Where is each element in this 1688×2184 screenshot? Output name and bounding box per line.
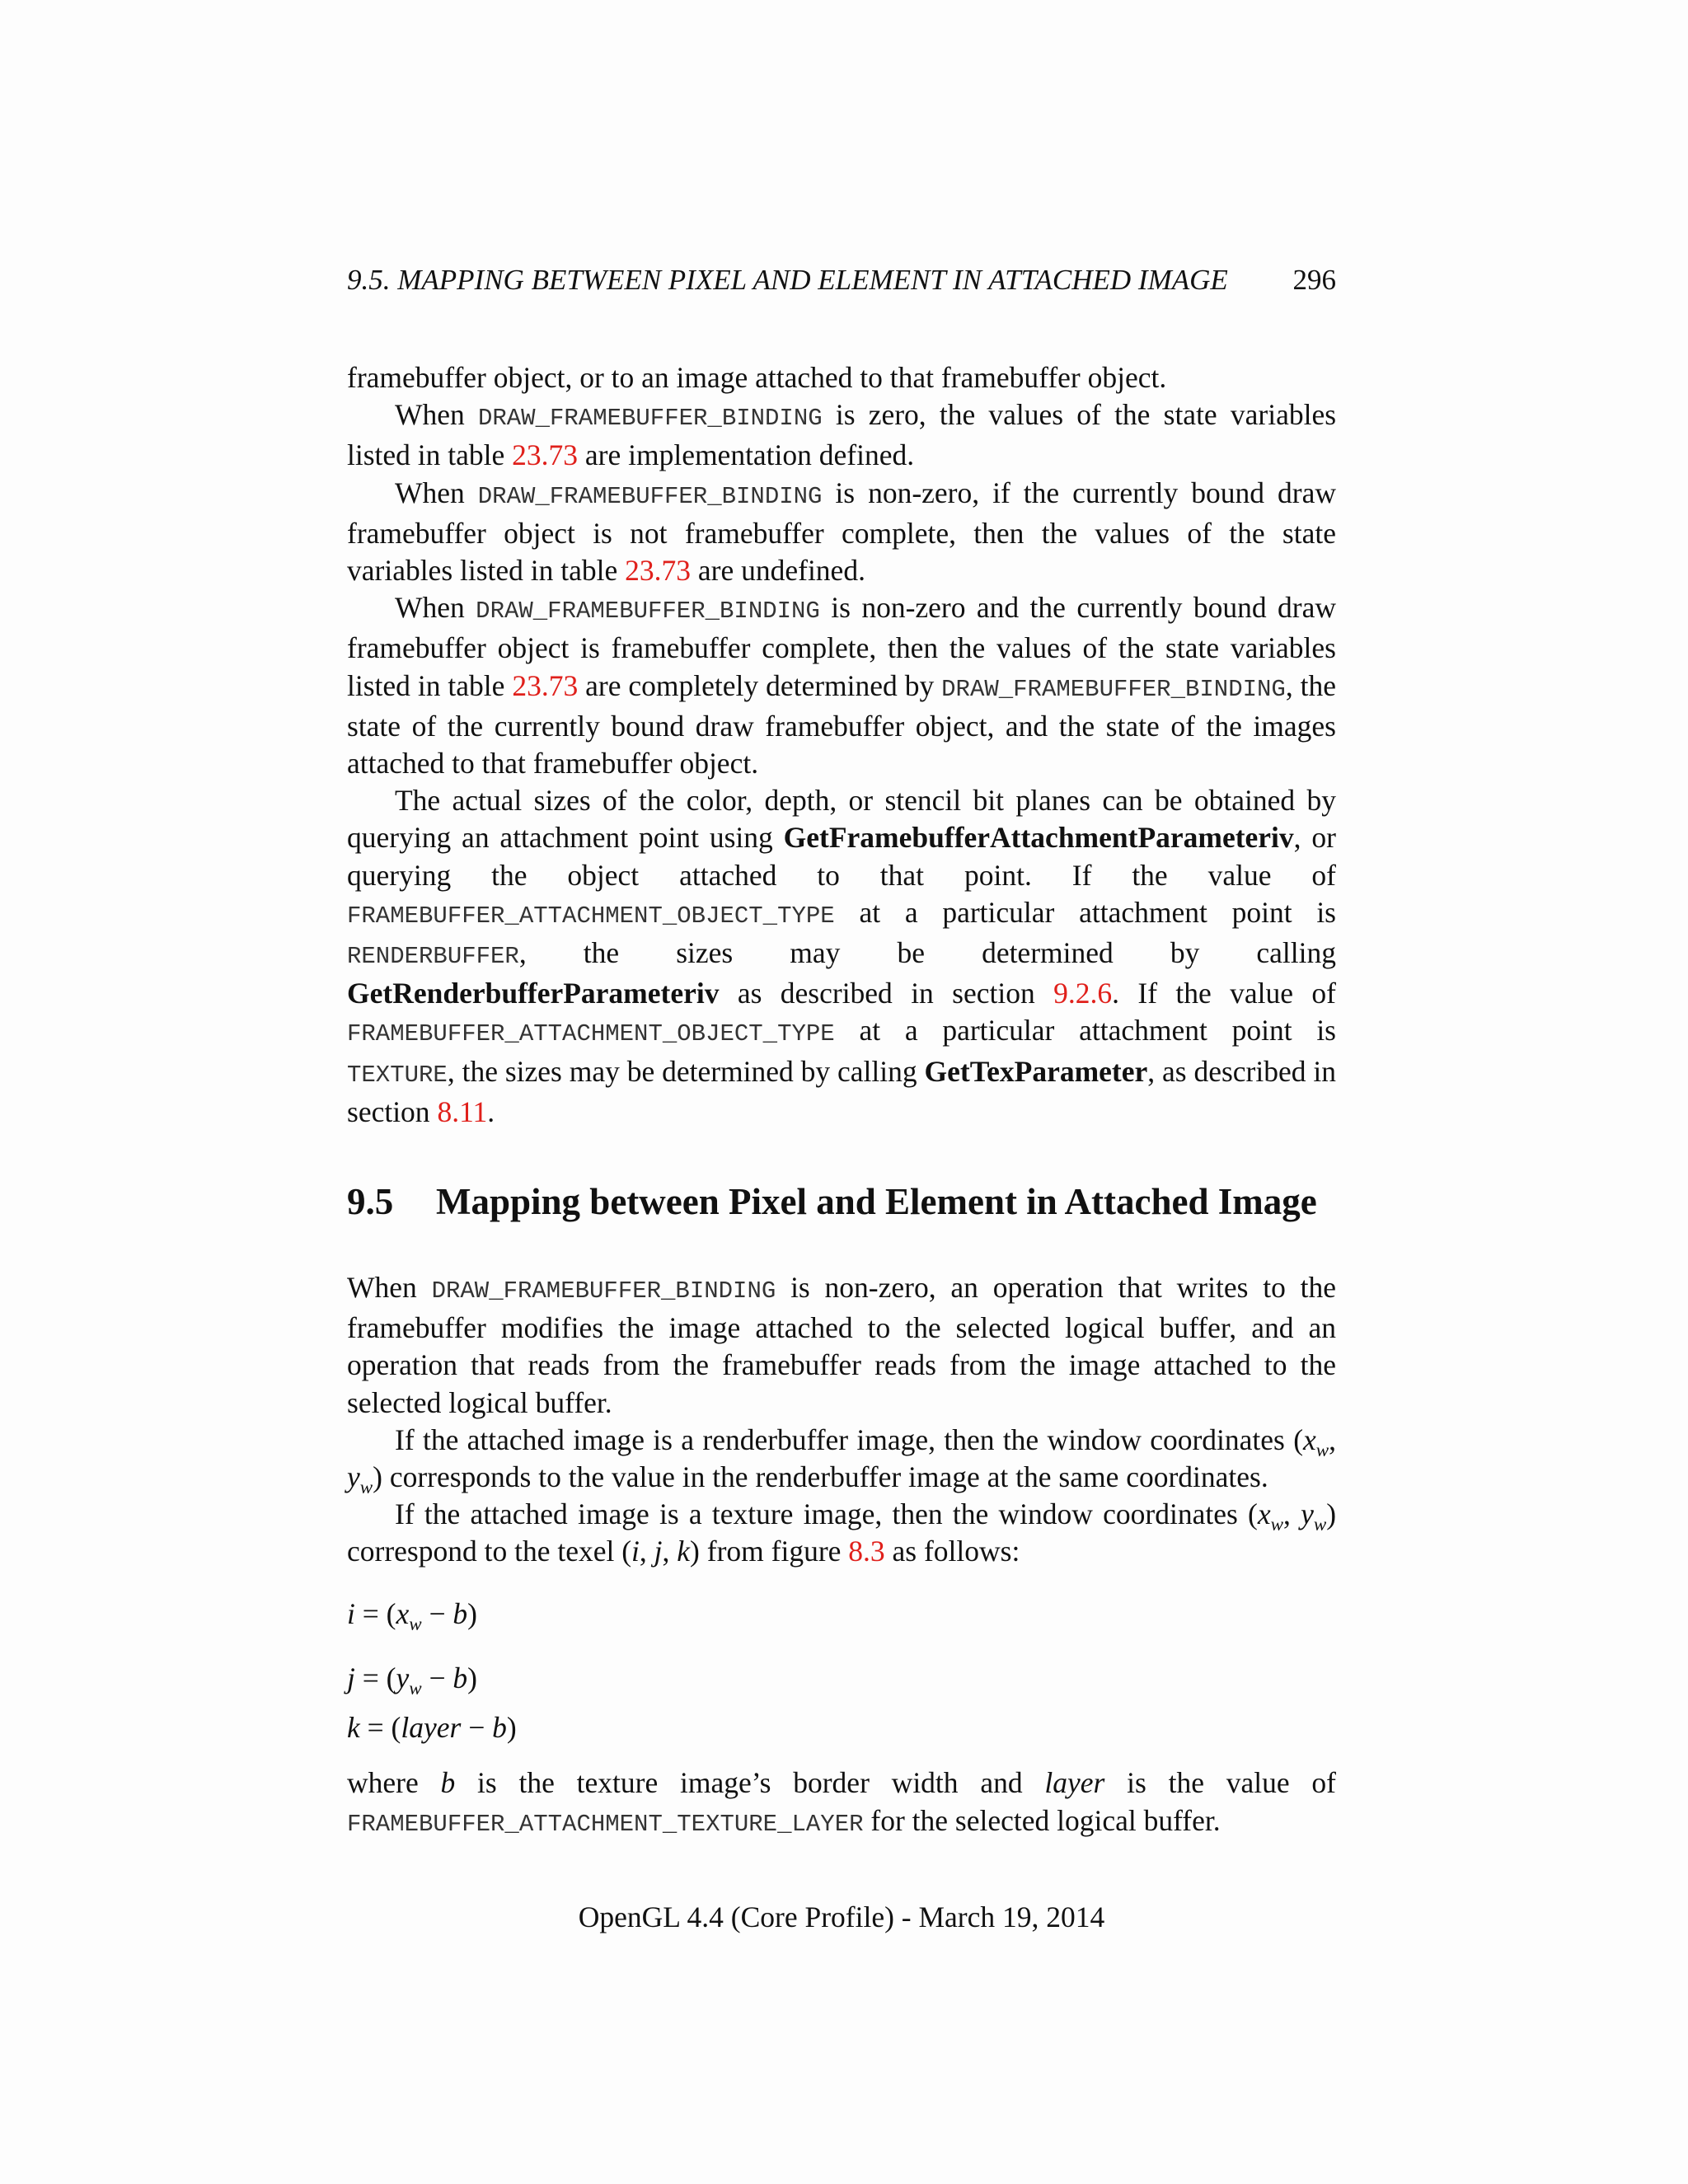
paragraph-bit-plane-sizes: The actual sizes of the color, depth, or stencil bit planes can be obtained by querying an attachment point using GetFramebufferAttachmentParameteriv, or querying the object attached to that point. If the value of FRAMEBUFFER_ATTACHMENT_OBJECT_TYPE at a particular attachment point is RENDERBUFFER, the sizes may be determined by calling GetRenderbufferParameteriv as described in section 9.2.6. If the value of FRAMEBUFFER_ATTACHMENT_OBJECT_TYPE at a particular attachment point is TEXTURE, the sizes may be determined by calling GetTexParameter, as described in section 8.11.: [347, 784, 1336, 1128]
function-name: GetTexParameter: [924, 1054, 1148, 1088]
page-number: 296: [1292, 264, 1336, 296]
section-number: 9.5: [347, 1181, 394, 1223]
code-term: FRAMEBUFFER_ATTACHMENT_OBJECT_TYPE: [347, 1020, 835, 1048]
equation-k: k = (layer − b): [347, 1711, 517, 1745]
section-title: Mapping between Pixel and Element in Attached Image: [436, 1181, 1317, 1223]
code-term: DRAW_FRAMEBUFFER_BINDING: [431, 1277, 776, 1305]
page-body: [347, 359, 1336, 1843]
math-inline: ($x_w$, $y_w$): [1248, 1497, 1337, 1535]
code-term: FRAMEBUFFER_ATTACHMENT_TEXTURE_LAYER: [347, 1810, 864, 1838]
code-term: DRAW_FRAMEBUFFER_BINDING: [941, 675, 1286, 703]
running-title: 9.5. MAPPING BETWEEN PIXEL AND ELEMENT IN ATTACHED IMAGE: [347, 264, 1228, 296]
code-term: FRAMEBUFFER_ATTACHMENT_OBJECT_TYPE: [347, 902, 835, 930]
function-name: GetRenderbufferParameteriv: [347, 977, 720, 1010]
code-term: DRAW_FRAMEBUFFER_BINDING: [477, 405, 823, 433]
paragraph-draw-binding-zero: When DRAW_FRAMEBUFFER_BINDING is zero, the values of the state variables listed in table 23.73 are implementation defined.: [347, 398, 1337, 472]
code-term: RENDERBUFFER: [347, 943, 519, 971]
math-var: layer: [1044, 1766, 1105, 1800]
function-name: GetFramebufferAttachmentParameteriv: [783, 821, 1294, 855]
page-footer: OpenGL 4.4 (Core Profile) - March 19, 2014: [578, 1900, 1105, 1933]
math-inline: ($x_w$, $y_w$): [347, 1422, 1336, 1498]
table-link[interactable]: 23.73: [512, 438, 579, 472]
table-link[interactable]: 23.73: [625, 554, 692, 588]
equation-i: $i = (x_w - b)$: [347, 1596, 477, 1634]
section-link[interactable]: 9.2.6: [1053, 977, 1113, 1010]
paragraph-continuation: [347, 359, 1336, 396]
paragraph-text: framebuffer object, or to an image attached to that framebuffer object.: [347, 361, 1167, 394]
math-var: b: [440, 1766, 456, 1800]
code-term: DRAW_FRAMEBUFFER_BINDING: [476, 598, 820, 626]
section-link[interactable]: 8.11: [437, 1094, 488, 1128]
running-header: [347, 262, 1336, 298]
figure-link[interactable]: 8.3: [848, 1535, 885, 1568]
paragraph-not-complete: When DRAW_FRAMEBUFFER_BINDING is non-zero, if the currently bound draw framebuffer object is not framebuffer complete, then the values of the state variables listed in table 23.73 are undefined.: [347, 476, 1336, 588]
paragraph-texture: If the attached image is a texture image, then the window coordinates ($x_w$, $y_w$) correspond to the texel (i, j, k) from figure 8.3 as follows:: [347, 1497, 1337, 1568]
paragraph-read-write: When DRAW_FRAMEBUFFER_BINDING is non-zero, an operation that writes to the framebuffer modifies the image attached to the selected logical buffer, and an operation that reads from the framebuffer reads from the image attached to the selected logical buffer.: [347, 1271, 1336, 1419]
paragraph-where: where b is the texture image’s border width and layer is the value of FRAMEBUFFER_ATTACHMENT_TEXTURE_LAYER for the selected logical buffer.: [347, 1766, 1336, 1838]
code-term: DRAW_FRAMEBUFFER_BINDING: [477, 482, 823, 510]
paragraph-renderbuffer: If the attached image is a renderbuffer image, then the window coordinates ($x_w$, $y_w$) corresponds to the value in the renderbuffer image at the same coordinates.: [347, 1422, 1336, 1498]
equation-j: $j = (y_w - b)$: [347, 1661, 477, 1699]
paragraph-complete: When DRAW_FRAMEBUFFER_BINDING is non-zero and the currently bound draw framebuffer object is framebuffer complete, then the values of the state variables listed in table 23.73 are completely determined by DRAW_FRAMEBUFFER_BINDING, the state of the currently bound draw framebuffer object, and the state of the images attached to that framebuffer object.: [347, 591, 1336, 780]
math-inline: (i, j, k): [621, 1535, 700, 1568]
section-heading: [347, 1177, 1336, 1226]
code-term: TEXTURE: [347, 1061, 448, 1089]
table-link[interactable]: 23.73: [512, 668, 579, 702]
